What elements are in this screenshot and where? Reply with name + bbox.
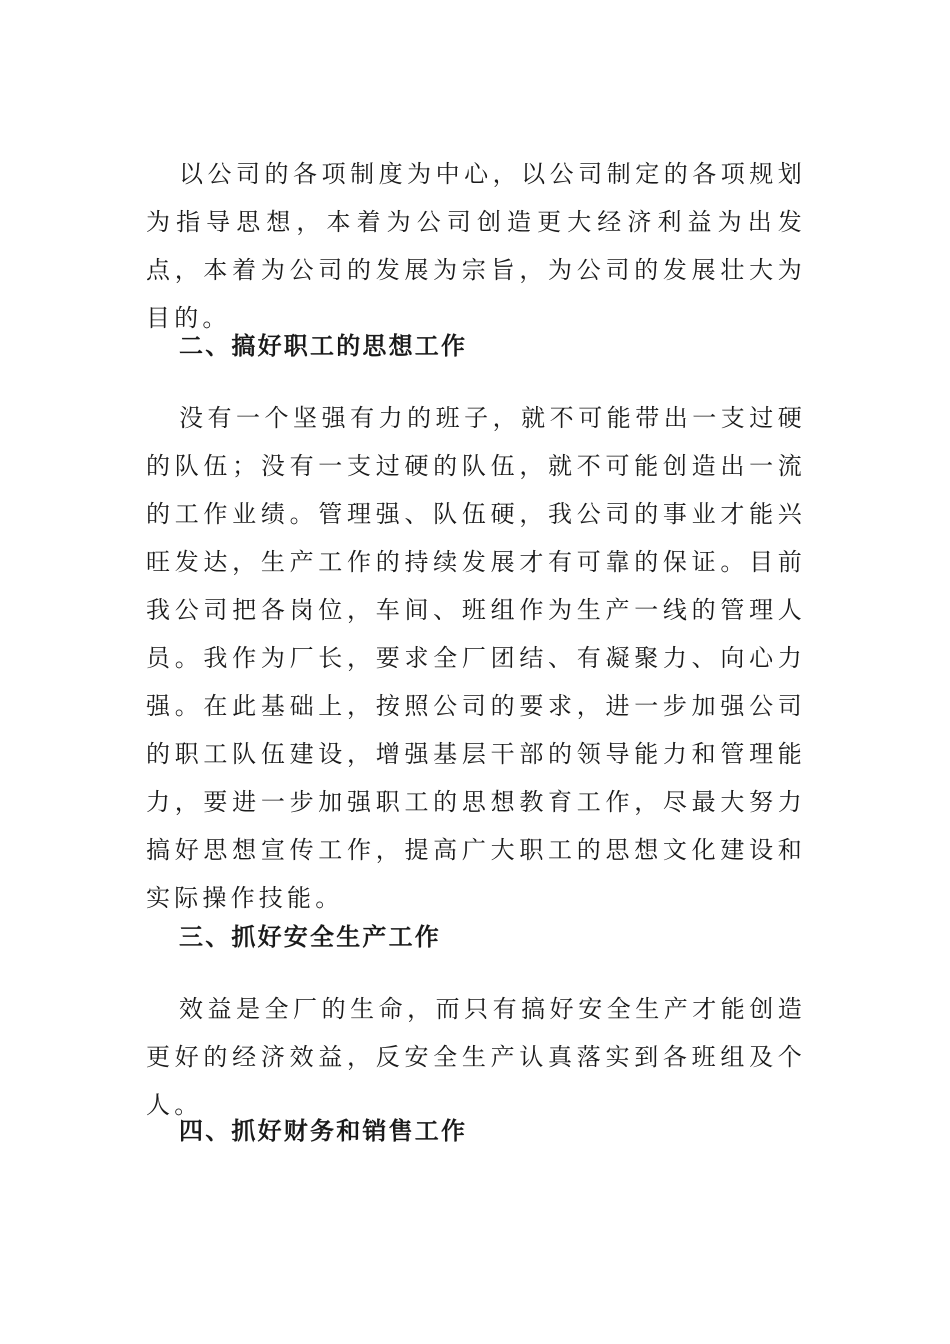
body-paragraph-staff-ideology: 没有一个坚强有力的班子，就不可能带出一支过硬的队伍；没有一支过硬的队伍，就不可能创造出一流的工作业绩。管理强、队伍硬，我公司的事业才能兴旺发达，生产工作的持续发展才有可靠的保证。目前我公司把各岗位，车间、班组作为生产一线的管理人员。我作为厂长，要求全厂团结、有凝聚力、向心力强。在此基础上，按照公司的要求，进一步加强公司的职工队伍建设，增强基层干部的领导能力和管理能力，要进一步加强职工的思想教育工作，尽最大努力搞好思想宣传工作，提高广大职工的思想文化建设和实际操作技能。 <box>146 404 806 912</box>
body-paragraph-safety-production: 效益是全厂的生命，而只有搞好安全生产才能创造更好的经济效益，反安全生产认真落实到各班组及个人。 <box>146 995 806 1119</box>
body-paragraph-guiding-principles: 以公司的各项制度为中心，以公司制定的各项规划为指导思想，本着为公司创造更大经济利益为出发点，本着为公司的发展为宗旨，为公司的发展壮大为目的。 <box>146 160 806 332</box>
section-heading-safety-production: 三、抓好安全生产工作 <box>179 923 441 951</box>
section-heading-staff-ideology: 二、搞好职工的思想工作 <box>179 332 468 360</box>
section-heading-finance-sales: 四、抓好财务和销售工作 <box>179 1117 468 1145</box>
